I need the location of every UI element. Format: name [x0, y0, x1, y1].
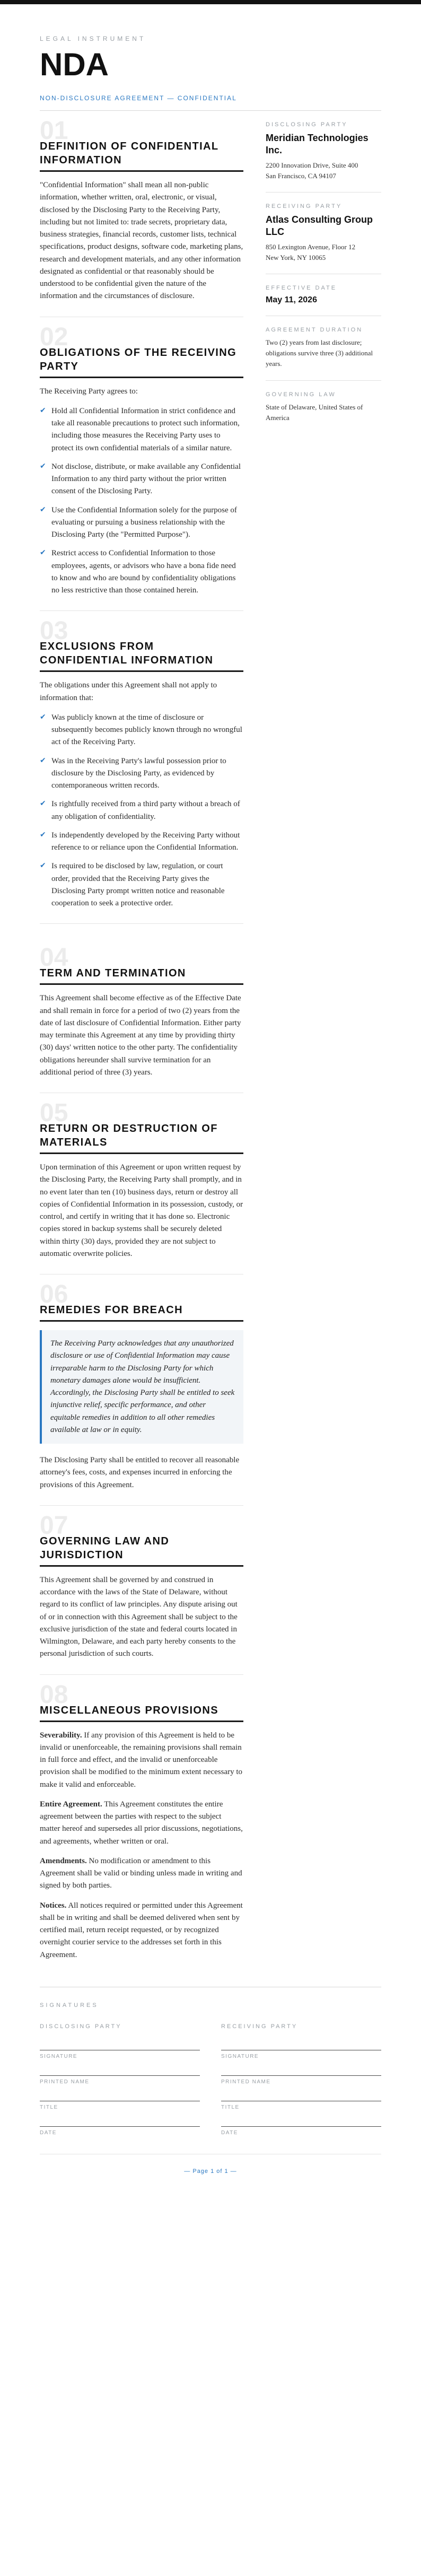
- document-subtitle: NON-DISCLOSURE AGREEMENT — CONFIDENTIAL: [40, 94, 237, 102]
- list-item: [40, 798, 243, 823]
- check-icon: ✔: [40, 830, 46, 839]
- clause-text: If any provision of this Agreement is held to be invalid or unenforceable, the remaining provisions shall remain in full force and effect, and the invalid or unenforceable provision shall be modified to the minimum extent necessary to make it valid and enforceable.: [40, 1731, 243, 1789]
- duration-label: AGREEMENT DURATION: [266, 327, 363, 334]
- section-return: [40, 1093, 243, 1274]
- list-item: [40, 755, 243, 792]
- disclosing-party-label: DISCLOSING PARTY: [266, 121, 348, 128]
- receiving-party-label: RECEIVING PARTY: [266, 203, 343, 210]
- governing-law-value: State of Delaware, United States of America: [266, 403, 363, 422]
- remedies-callout: The Receiving Party acknowledges that any unauthorized disclosure or use of Confidential Information may cause irreparable harm to the Disclosing Party for which monetary damages alone would be insufficient. Accordingly, the Disclosing Party shall be entitled to seek injunctive relief, specific performance, and other equitable remedies in addition to all other remedies available at law or in equity.: [40, 1330, 243, 1444]
- section-title: RETURN OR DESTRUCTION OF MATERIALS: [40, 1122, 243, 1154]
- effective-date-block: [266, 285, 381, 305]
- document-header: [0, 4, 421, 102]
- check-icon: ✔: [40, 461, 46, 470]
- disclosing-signature-column: [40, 2023, 200, 2140]
- clause-notices: [40, 1900, 243, 1961]
- signature-field-label: SIGNATURE: [221, 2053, 259, 2059]
- date-field-label: DATE: [40, 2129, 57, 2136]
- signature-field-label: SIGNATURE: [40, 2053, 78, 2059]
- printed-name-label: PRINTED NAME: [40, 2079, 90, 2085]
- document-kicker: LEGAL INSTRUMENT: [40, 35, 146, 42]
- content-layout: [0, 111, 421, 1969]
- signature-party-label: DISCLOSING PARTY: [40, 2023, 122, 2030]
- effective-date-label: EFFECTIVE DATE: [266, 285, 337, 292]
- receiving-signature-column: [221, 2023, 381, 2140]
- parties-sidebar: [266, 111, 381, 1969]
- receiving-party-block: [266, 203, 381, 263]
- section-title: MISCELLANEOUS PROVISIONS: [40, 1704, 243, 1722]
- list-item: [40, 461, 243, 498]
- nda-page: [0, 4, 421, 2196]
- section-number: 07: [40, 1511, 68, 1540]
- title-field-label: TITLE: [221, 2104, 240, 2110]
- section-intro: The obligations under this Agreement shall not apply to information that:: [40, 681, 217, 702]
- top-accent-bar: [0, 0, 421, 4]
- signatures-heading: SIGNATURES: [40, 2002, 99, 2009]
- section-number: 01: [40, 117, 68, 145]
- clause-text: No modification or amendment to this Agreement shall be valid or binding unless made in writing and signed by both parties.: [40, 1856, 242, 1890]
- check-icon: ✔: [40, 712, 46, 721]
- address-line: 850 Lexington Avenue, Floor 12: [266, 242, 356, 251]
- section-number: 04: [40, 944, 68, 972]
- clause-term: Notices.: [40, 1901, 67, 1910]
- clause-term: Severability.: [40, 1731, 82, 1740]
- signatures-area: [0, 1987, 421, 2140]
- clause-term: Entire Agreement.: [40, 1800, 102, 1809]
- clause-entire-agreement: [40, 1798, 243, 1848]
- list-item-text: Is required to be disclosed by law, regulation, or court order, provided that the Receiving Party gives the Disclosing Party prompt written notice and reasonable cooperation to seek a protective order.: [51, 862, 225, 907]
- check-icon: ✔: [40, 756, 46, 765]
- clause-text: This Agreement constitutes the entire agreement between the parties with respect to the subject matter hereof and supersedes all prior discussions, negotiations, and agreements, whether written or oral.: [40, 1800, 243, 1846]
- section-paragraph: This Agreement shall become effective as of the Effective Date and shall remain in force for a period of two (2) years from the date of last disclosure of Confidential Information. Either party may terminate this Agreement at any time by providing thirty (30) days' written notice to the other party. The confidentiality obligations hereunder shall survive termination for an additional period of three (3) years.: [40, 994, 241, 1077]
- list-item-text: Is independently developed by the Receiving Party without reference to or reliance upon the Confidential Information.: [51, 831, 240, 852]
- check-icon: ✔: [40, 406, 46, 415]
- signature-grid: [40, 2023, 381, 2140]
- duration-value: Two (2) years from last disclosure; obligations survive three (3) additional years.: [266, 338, 373, 368]
- signature-line[interactable]: [40, 2038, 200, 2050]
- check-icon: ✔: [40, 799, 46, 808]
- address-line: New York, NY 10065: [266, 253, 326, 261]
- clause-severability: [40, 1730, 243, 1791]
- section-number: 05: [40, 1099, 68, 1127]
- exclusions-list: [40, 712, 243, 910]
- section-number: 08: [40, 1680, 68, 1709]
- clause-amendments: [40, 1855, 243, 1892]
- section-paragraph: This Agreement shall be governed by and construed in accordance with the laws of the State of Delaware, without regard to its conflict of law principles. Any dispute arising out of or in connection with this Agreement shall be subject to the exclusive jurisdiction of the state and federal courts located in Wilmington, Delaware, and each party hereby consents to the personal jurisdiction of such courts.: [40, 1575, 238, 1658]
- section-number: 03: [40, 617, 68, 645]
- section-governing-law: [40, 1506, 243, 1675]
- signature-line[interactable]: [221, 2038, 381, 2050]
- list-item-text: Not disclose, distribute, or make available any Confidential Information to any third party without the prior written consent of the Disclosing Party.: [51, 462, 241, 496]
- list-item-text: Is rightfully received from a third party without a breach of any obligation of confidentiality.: [51, 800, 240, 821]
- disclosing-party-block: [266, 121, 381, 181]
- address-line: San Francisco, CA 94107: [266, 171, 336, 180]
- printed-name-line[interactable]: [221, 2064, 381, 2076]
- title-line[interactable]: [221, 2089, 381, 2101]
- sidebar-divider: [266, 192, 381, 193]
- section-remedies: [40, 1274, 243, 1506]
- duration-block: [266, 327, 381, 369]
- list-item-text: Hold all Confidential Information in strict confidence and take all reasonable precautions to protect such information, including those measures the Receiving Party uses to protect its own confidential materials of a similar nature.: [51, 406, 240, 452]
- title-field-label: TITLE: [40, 2104, 58, 2110]
- clause-term: Amendments.: [40, 1856, 87, 1865]
- receiving-party-address: [266, 242, 381, 263]
- effective-date-value: May 11, 2026: [266, 295, 317, 305]
- section-paragraph: "Confidential Information" shall mean all non-public information, whether written, oral, electronic, or visual, disclosed by the Disclosing Party to the Receiving Party, including but not limited to: trade secrets, proprietary data, business strategies, financial records, customer lists, technical specifications, product designs, software code, marketing plans, research and development materials, and any other information designated as confidential or that reasonably should be understood to be confidential given the nature of the information and the circumstances of disclosure.: [40, 181, 243, 301]
- sidebar-divider: [266, 380, 381, 381]
- receiving-party-name: Atlas Consulting Group LLC: [266, 214, 373, 238]
- section-obligations: [40, 317, 243, 612]
- signature-party-label: RECEIVING PARTY: [221, 2023, 298, 2030]
- section-title: DEFINITION OF CONFIDENTIAL INFORMATION: [40, 139, 243, 172]
- list-item: [40, 504, 243, 542]
- section-definition: [40, 111, 243, 317]
- main-column: [40, 111, 243, 1969]
- check-icon: ✔: [40, 505, 46, 514]
- list-item-text: Restrict access to Confidential Information to those employees, agents, or advisors who have a bona fide need to know and who are bound by confidentiality obligations no less restrictive than those contained herein.: [51, 549, 236, 595]
- printed-name-line[interactable]: [40, 2064, 200, 2076]
- disclosing-party-name: Meridian Technologies Inc.: [266, 133, 369, 156]
- section-intro: The Receiving Party agrees to:: [40, 387, 138, 396]
- section-term: [40, 924, 243, 1093]
- section-number: 02: [40, 322, 68, 351]
- printed-name-label: PRINTED NAME: [221, 2079, 271, 2085]
- obligations-list: [40, 405, 243, 597]
- section-title: REMEDIES FOR BREACH: [40, 1303, 243, 1322]
- section-title: OBLIGATIONS OF THE RECEIVING PARTY: [40, 346, 243, 378]
- title-line[interactable]: [40, 2089, 200, 2101]
- date-field-label: DATE: [221, 2129, 238, 2136]
- check-icon: ✔: [40, 861, 46, 870]
- list-item-text: Use the Confidential Information solely for the purpose of evaluating or pursuing a business relationship with the Disclosing Party (the "Permitted Purpose").: [51, 505, 237, 539]
- list-item: [40, 547, 243, 597]
- disclosing-party-address: [266, 160, 381, 181]
- section-paragraph: Upon termination of this Agreement or upon written request by the Disclosing Party, the Receiving Party shall promptly, and in no event later than ten (10) business days, return or destroy all copies of Confidential Information in its possession, custody, or control, and certify in writing that it has done so. Electronic copies stored in backup systems shall be securely deleted within thirty (30) days, provided they are not subject to automatic overwrite policies.: [40, 1163, 243, 1258]
- address-line: 2200 Innovation Drive, Suite 400: [266, 161, 358, 169]
- section-miscellaneous: [40, 1675, 243, 1961]
- date-line[interactable]: [221, 2115, 381, 2127]
- list-item: [40, 829, 243, 854]
- list-item: [40, 712, 243, 749]
- date-line[interactable]: [40, 2115, 200, 2127]
- section-exclusions: [40, 611, 243, 924]
- section-title: GOVERNING LAW AND JURISDICTION: [40, 1534, 243, 1567]
- list-item: [40, 860, 243, 910]
- governing-law-block: [266, 391, 381, 423]
- governing-law-label: GOVERNING LAW: [266, 391, 336, 398]
- document-title: NDA: [40, 47, 109, 82]
- section-number: 06: [40, 1280, 68, 1308]
- check-icon: ✔: [40, 548, 46, 557]
- section-title: EXCLUSIONS FROM CONFIDENTIAL INFORMATION: [40, 640, 243, 672]
- section-title: TERM AND TERMINATION: [40, 966, 243, 985]
- list-item: [40, 405, 243, 455]
- list-item-text: Was in the Receiving Party's lawful possession prior to disclosure by the Disclosing Party, as evidenced by contemporaneous written records.: [51, 756, 226, 790]
- page-footer: — Page 1 of 1 —: [184, 2168, 237, 2175]
- section-paragraph: The Disclosing Party shall be entitled to recover all reasonable attorney's fees, costs, and expenses incurred in enforcing the provisions of this Agreement.: [40, 1456, 240, 1489]
- list-item-text: Was publicly known at the time of disclosure or subsequently becomes publicly known through no wrongful act of the Receiving Party.: [51, 713, 242, 747]
- clause-text: All notices required or permitted under this Agreement shall be in writing and shall be deemed delivered when sent by certified mail, return receipt requested, or by recognized overnight courier service to the addresses set forth in this Agreement.: [40, 1901, 243, 1959]
